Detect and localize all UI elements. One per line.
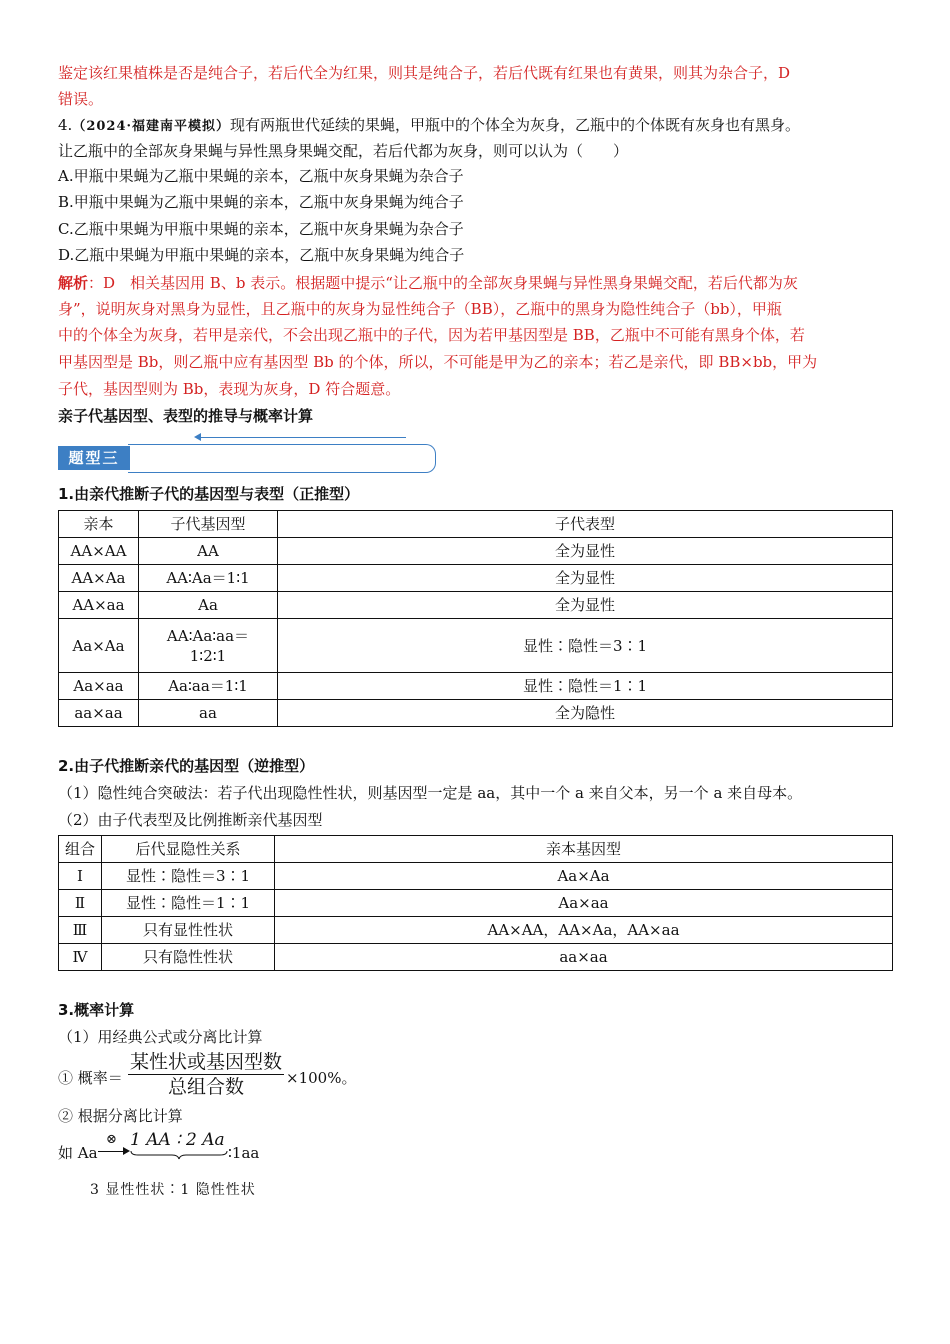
cell: AA×Aa	[59, 565, 139, 592]
part2-paragraph-2: （2）由子代表型及比例推断亲代基因型	[58, 811, 323, 829]
prev-analysis-line-2: 错误。	[58, 90, 104, 108]
table-row	[59, 700, 893, 727]
table-row	[59, 592, 893, 619]
cell: Ⅳ	[59, 944, 102, 971]
cell-line: 1∶2∶1	[189, 646, 227, 665]
example-prefix: 如 Aa	[58, 1144, 98, 1162]
selfing-icon: ⊗	[106, 1132, 117, 1147]
probability-fraction	[128, 1050, 284, 1099]
analysis-line-3: 中的个体全为灰身，若甲是亲代，不会出现乙瓶中的子代，因为若甲基因型是 BB，乙瓶中不可能有黑身个体，若	[58, 326, 805, 344]
table-row	[59, 890, 893, 917]
formula-prefix: ① 概率＝	[58, 1069, 123, 1087]
cell: 显性∶隐性＝1∶1	[278, 673, 893, 700]
analysis-line-2: 身”，说明灰身对黑身为显性，且乙瓶中的灰身为显性纯合子（BB），乙瓶中的黑身为隐性纯合子（bb），甲瓶	[58, 300, 782, 318]
fraction-denominator: 总组合数	[168, 1076, 245, 1098]
option-b: B.甲瓶中果蝇为乙瓶中果蝇的亲本，乙瓶中灰身果蝇为纯合子	[58, 193, 464, 211]
cell: Aa∶aa＝1∶1	[139, 673, 278, 700]
formula-suffix: ×100%。	[286, 1069, 357, 1087]
cell: Ⅰ	[59, 863, 102, 890]
underbrace-icon	[130, 1150, 228, 1160]
table-row	[59, 917, 893, 944]
badge-arrow-icon	[196, 437, 406, 438]
part3-paragraph-2: ② 根据分离比计算	[58, 1107, 183, 1125]
cell: 全为显性	[278, 538, 893, 565]
cell: AA×AA，AA×Aa，AA×aa	[275, 917, 893, 944]
header-offspring-phenotype: 子代表型	[278, 511, 893, 538]
cell: aa×aa	[275, 944, 893, 971]
cell-line: AA∶Aa∶aa＝	[166, 626, 250, 645]
option-a: A.甲瓶中果蝇为乙瓶中果蝇的亲本，乙瓶中灰身果蝇为杂合子	[58, 167, 464, 185]
table-row	[59, 565, 893, 592]
question-stem-line-1	[58, 115, 800, 137]
cell: 显性∶隐性＝3∶1	[278, 619, 893, 673]
cell: 只有隐性性状	[102, 944, 275, 971]
cell: Ⅲ	[59, 917, 102, 944]
cell	[139, 619, 278, 673]
option-c: C.乙瓶中果蝇为甲瓶中果蝇的亲本，乙瓶中灰身果蝇为杂合子	[58, 220, 464, 238]
question-source: （2024·福建南平模拟）	[72, 119, 231, 134]
cell: 只有显性性状	[102, 917, 275, 944]
cell: aa×aa	[59, 700, 139, 727]
part3-title: 3.概率计算	[58, 1001, 135, 1019]
cell: AA×aa	[59, 592, 139, 619]
option-d: D.乙瓶中果蝇为甲瓶中果蝇的亲本，乙瓶中灰身果蝇为纯合子	[58, 246, 465, 264]
table-row	[59, 538, 893, 565]
cell: Aa×Aa	[275, 863, 893, 890]
header-offspring-genotype: 子代基因型	[139, 511, 278, 538]
table-row	[59, 944, 893, 971]
badge-frame	[128, 444, 436, 473]
table-row	[59, 863, 893, 890]
analysis-line-1	[58, 273, 798, 293]
cell: 全为显性	[278, 592, 893, 619]
table-header-row	[59, 836, 893, 863]
cell: aa	[139, 700, 278, 727]
cell: AA∶Aa＝1∶1	[139, 565, 278, 592]
part2-title: 2.由子代推断亲代的基因型（逆推型）	[58, 757, 315, 775]
backward-inference-table	[58, 835, 893, 971]
cell: Aa×aa	[275, 890, 893, 917]
example-brace-content: 1 AA ∶ 2 Aa	[130, 1130, 225, 1150]
header-dominance-relation: 后代显隐性关系	[102, 836, 275, 863]
analysis-text-1: ：D 相关基因用 B、b 表示。根据题中提示“让乙瓶中的全部灰身果蝇与异性黑身果蝇交配，若后代都为灰	[88, 274, 798, 292]
fraction-numerator: 某性状或基因型数	[130, 1051, 283, 1073]
cell: 显性∶隐性＝1∶1	[102, 890, 275, 917]
cell: AA×AA	[59, 538, 139, 565]
header-parent-genotype: 亲本基因型	[275, 836, 893, 863]
header-combination: 组合	[59, 836, 102, 863]
question-number: 4.	[58, 116, 73, 134]
table-header-row	[59, 511, 893, 538]
cell: Aa	[139, 592, 278, 619]
cell: Ⅱ	[59, 890, 102, 917]
arrow-head-icon	[123, 1147, 130, 1155]
analysis-label: 解析	[58, 274, 89, 292]
cell: Aa×aa	[59, 673, 139, 700]
table-row	[59, 619, 893, 673]
example-result: 3 显性性状∶1 隐性性状	[90, 1182, 256, 1198]
analysis-line-5: 子代，基因型则为 Bb，表现为灰身，D 符合题意。	[58, 380, 401, 398]
cell: 显性∶隐性＝3∶1	[102, 863, 275, 890]
part1-title: 1.由亲代推断子代的基因型与表型（正推型）	[58, 485, 360, 503]
cell: 全为隐性	[278, 700, 893, 727]
header-parent: 亲本	[59, 511, 139, 538]
table-row	[59, 673, 893, 700]
question-stem-text: 现有两瓶世代延续的果蝇，甲瓶中的个体全为灰身，乙瓶中的个体既有灰身也有黑身。	[230, 116, 801, 134]
question-stem-line-2: 让乙瓶中的全部灰身果蝇与异性黑身果蝇交配，若后代都为灰身，则可以认为（ ）	[58, 142, 629, 160]
cell: AA	[139, 538, 278, 565]
part3-paragraph-1: （1）用经典公式或分离比计算	[58, 1028, 263, 1046]
question-type-badge: 题型三	[58, 446, 130, 470]
analysis-line-4: 甲基因型是 Bb，则乙瓶中应有基因型 Bb 的个体，所以，不可能是甲为乙的亲本；若乙是亲代，即 BB×bb，甲为	[58, 353, 818, 371]
part2-paragraph-1: （1）隐性纯合突破法：若子代出现隐性性状，则基因型一定是 aa，其中一个 a 来自父本，另一个 a 来自母本。	[58, 784, 803, 802]
prev-analysis-line-1: 鉴定该红果植株是否是纯合子，若后代全为红果，则其是纯合子，若后代既有红果也有黄果，则其为杂合子，D	[58, 64, 791, 82]
forward-inference-table	[58, 510, 893, 727]
example-suffix: ∶1aa	[228, 1144, 260, 1162]
cell: 全为显性	[278, 565, 893, 592]
section-title: 亲子代基因型、表型的推导与概率计算	[58, 407, 314, 425]
cell: Aa×Aa	[59, 619, 139, 673]
